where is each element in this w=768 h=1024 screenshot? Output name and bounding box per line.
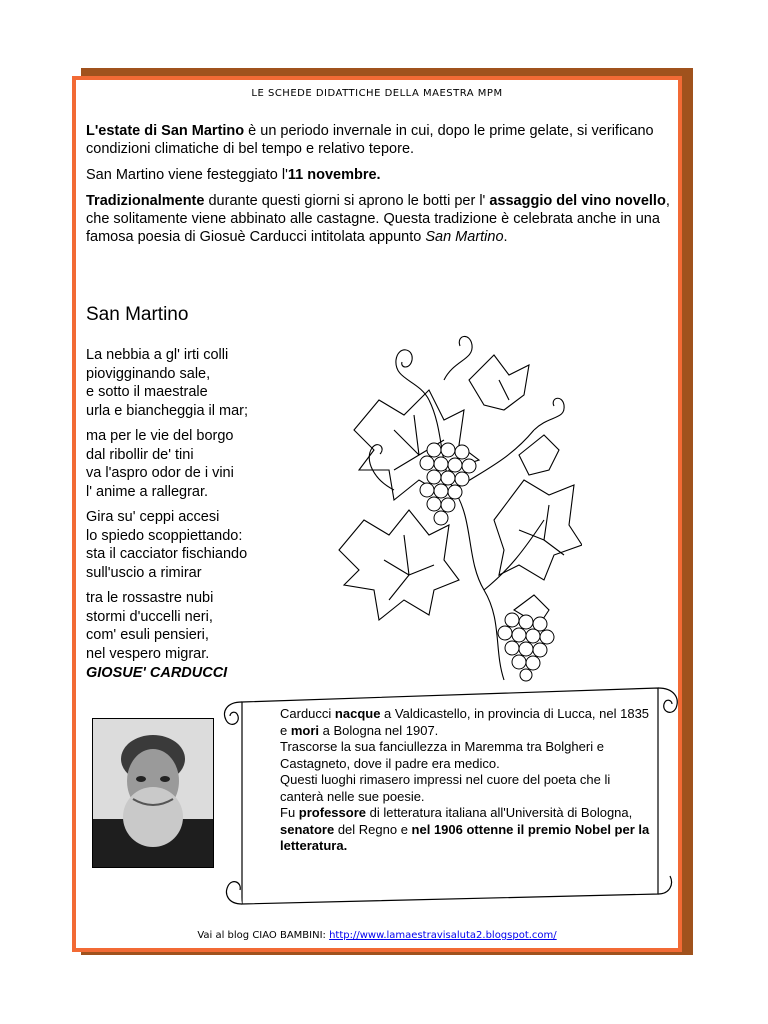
poem-line: sull'uscio a rimirar xyxy=(86,564,202,581)
poem-stanza xyxy=(86,589,248,663)
bio-bold: senatore xyxy=(280,821,335,837)
poem-line: ma per le vie del borgo xyxy=(86,428,234,444)
intro-text-span: è un periodo invernale in cui, dopo le prime gelate, si verificano condizioni climatiche di bel tempo e relativo tepore. xyxy=(86,123,654,157)
poem-line: dal ribollir de' tini xyxy=(86,446,194,463)
poem-line: piovigginando sale, xyxy=(86,365,211,382)
poem-line: com' esuli pensieri, xyxy=(86,627,209,643)
bio-text-span: Fu xyxy=(280,805,299,820)
bio-paragraph xyxy=(280,805,650,855)
poem-line: tra le rossastre nubi xyxy=(86,590,214,606)
intro-text xyxy=(86,122,671,254)
poem-line: l' anime a rallegrar. xyxy=(86,483,209,500)
intro-italic: San Martino xyxy=(425,229,504,245)
poem-stanza xyxy=(86,427,248,501)
poem-title: San Martino xyxy=(86,304,189,325)
page-footer xyxy=(76,930,678,941)
poem-line: sta il cacciator fischiando xyxy=(86,546,248,562)
bio-bold: professore xyxy=(298,805,366,820)
bio-paragraph xyxy=(280,706,650,739)
bio-paragraph: Trascorse la sua fanciullezza in Maremma tra Bolgheri e Castagneto, dove il padre era medico. xyxy=(280,739,604,771)
bio-text-span: del Regno e xyxy=(334,821,412,837)
bio-text-span: a Bologna nel 1907. xyxy=(319,722,439,738)
intro-paragraph-2 xyxy=(86,166,671,184)
intro-text-span: , che solitamente viene abbinato alle castagne. Questa tradizione è celebrata anche in una famosa poesia di Giosuè Carducci intitolata appunto xyxy=(86,193,670,245)
poem-line: stormi d'uccelli neri, xyxy=(86,608,213,625)
poem-line: La nebbia a gl' irti colli xyxy=(86,347,229,363)
poem-stanza xyxy=(86,346,248,420)
footer-prefix: Vai al blog CIAO BAMBINI: xyxy=(197,930,330,941)
bio-paragraph: Questi luoghi rimasero impressi nel cuore del poeta che li canterà nelle sue poesie. xyxy=(280,772,611,804)
poem-line: e sotto il maestrale xyxy=(86,384,208,400)
poem-author: GIOSUE' CARDUCCI xyxy=(86,665,228,681)
intro-bold: 11 novembre. xyxy=(287,167,381,183)
biography-text xyxy=(280,706,650,855)
intro-text-span: San Martino viene festeggiato l' xyxy=(86,167,288,183)
bio-text-span: Carducci xyxy=(280,706,335,721)
poem-line: urla e biancheggia il mar; xyxy=(86,402,249,419)
bio-bold: nacque xyxy=(334,706,381,721)
intro-bold: L'estate di San Martino xyxy=(86,123,245,139)
bio-text-span: di letteratura italiana all'Università di Bologna, xyxy=(366,805,633,820)
poem-body xyxy=(86,346,248,670)
bio-bold: mori xyxy=(290,722,320,738)
worksheet-frame xyxy=(72,76,682,952)
poem-line: lo spiedo scoppiettando: xyxy=(86,527,243,544)
intro-paragraph-3 xyxy=(86,192,671,246)
intro-text-span: . xyxy=(503,229,508,245)
poem-line: nel vespero migrar. xyxy=(86,645,210,662)
grapevine-illustration xyxy=(334,320,582,685)
poem-stanza xyxy=(86,508,248,582)
intro-text-span: durante questi giorni si aprono le botti per l' xyxy=(204,193,490,209)
carducci-portrait xyxy=(92,718,214,868)
bio-text-span: a Valdicastello, in provincia di Lucca, nel 1835 e xyxy=(280,706,650,738)
bio-bold: nel 1906 ottenne il premio Nobel per la letteratura. xyxy=(280,821,650,853)
intro-bold: Tradizionalmente xyxy=(86,193,205,209)
intro-paragraph-1 xyxy=(86,122,671,158)
blog-link[interactable]: http://www.lamaestravisaluta2.blogspot.com/ xyxy=(329,930,557,941)
intro-bold: assaggio del vino novello xyxy=(489,193,666,209)
page-header: LE SCHEDE DIDATTICHE DELLA MAESTRA MPM xyxy=(251,88,503,99)
poem-line: va l'aspro odor de i vini xyxy=(86,465,234,481)
portrait-image xyxy=(93,719,213,867)
poem-line: Gira su' ceppi accesi xyxy=(86,509,220,525)
